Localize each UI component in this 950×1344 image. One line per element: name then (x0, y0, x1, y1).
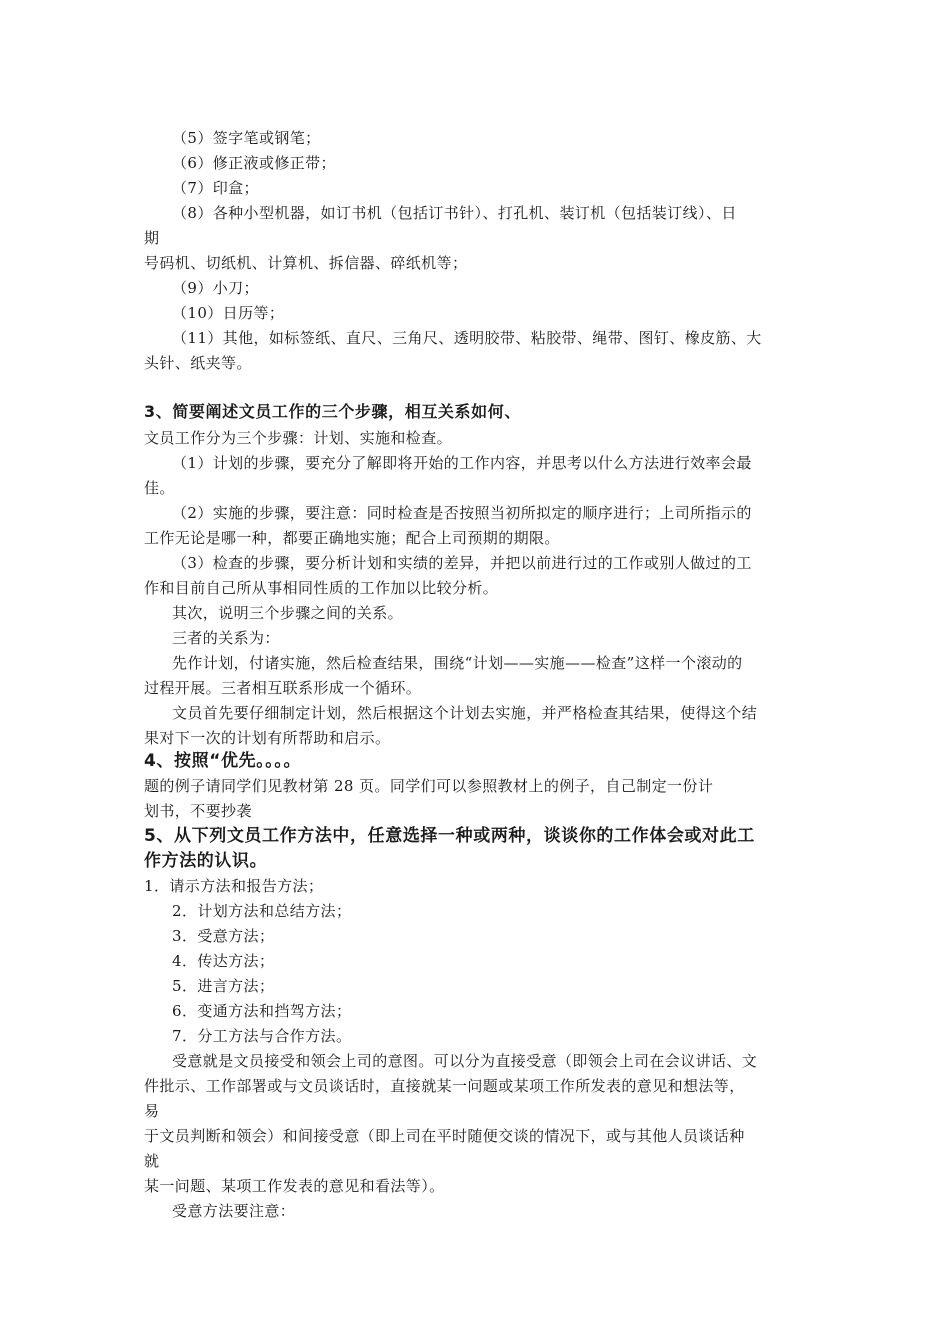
supply-item-11: （11）其他，如标签纸、直尺、三角尺、透明胶带、粘胶带、绳带、图钉、橡皮筋、大 (172, 329, 762, 347)
q5-method-item: 1．请示方法和报告方法； (144, 877, 324, 895)
q5-method-item: 7．分工方法与合作方法。 (172, 1027, 352, 1045)
q5-paragraph-line: 易 (144, 1102, 160, 1120)
q5-method-item: 2．计划方法和总结方法； (172, 902, 352, 920)
q5-method-item: 4．传达方法； (172, 952, 275, 970)
q5-paragraph-line: 件批示、工作部署或与文员谈话时，直接就某一问题或某项工作所发表的意见和想法等， (144, 1077, 745, 1095)
supply-item-8-cont: 号码机、切纸机、计算机、拆信器、碎纸机等； (144, 254, 468, 272)
q3-paragraph-line: （2）实施的步骤，要注意：同时检查是否按照当初所拟定的顺序进行；上司所指示的 (172, 504, 752, 522)
q3-paragraph-line: 过程开展。三者相互联系形成一个循环。 (144, 679, 422, 697)
q3-paragraph-line: 果对下一次的计划有所帮助和启示。 (144, 729, 391, 747)
q3-paragraph-line: 佳。 (144, 479, 175, 497)
supply-item-8: （8）各种小型机器，如订书机（包括订书针）、打孔机、装订机（包括装订线）、日 (172, 204, 737, 222)
supply-item-9: （9）小刀； (172, 279, 259, 297)
q5-heading-cont: 作方法的认识。 (144, 851, 268, 871)
q3-paragraph-line: 文员工作分为三个步骤：计划、实施和检查。 (144, 429, 453, 447)
q5-method-item: 3．受意方法； (172, 927, 275, 945)
q3-paragraph-line: 先作计划，付诸实施，然后检查结果，围绕“计划——实施——检查”这样一个滚动的 (172, 654, 743, 672)
q5-method-item: 5．进言方法； (172, 977, 275, 995)
q4-paragraph-line: 划书，不要抄袭 (144, 802, 252, 820)
q5-heading: 5、从下列文员工作方法中，任意选择一种或两种，谈谈你的工作体会或对此工 (144, 826, 755, 846)
q3-heading: 3、简要阐述文员工作的三个步骤，相互关系如何、 (144, 402, 521, 421)
supply-item-7: （7）印盒； (172, 179, 259, 197)
q3-paragraph-line: （3）检查的步骤，要分析计划和实绩的差异，并把以前进行过的工作或别人做过的工 (172, 554, 752, 572)
q3-paragraph-line: 工作无论是哪一种，都要正确地实施；配合上司预期的期限。 (144, 529, 560, 547)
q3-paragraph-line: 三者的关系为： (172, 629, 280, 647)
q5-paragraph-line: 于文员判断和领会）和间接受意（即上司在平时随便交谈的情况下，或与其他人员谈话种 (144, 1127, 745, 1145)
q5-paragraph-line: 某一问题、某项工作发表的意见和看法等）。 (144, 1177, 445, 1195)
q3-paragraph-line: 作和目前自己所从事相同性质的工作加以比较分析。 (144, 579, 499, 597)
supply-item-8-wrap: 期 (144, 229, 160, 247)
q3-paragraph-line: 文员首先要仔细制定计划，然后根据这个计划去实施，并严格检查其结果，使得这个结 (172, 704, 758, 722)
q5-method-item: 6．变通方法和挡驾方法； (172, 1002, 352, 1020)
supply-item-6: （6）修正液或修正带； (172, 154, 336, 172)
q5-paragraph-line: 受意就是文员接受和领会上司的意图。可以分为直接受意（即领会上司在会议讲话、文 (172, 1052, 758, 1070)
q5-paragraph-line: 受意方法要注意： (172, 1202, 296, 1220)
q4-heading: 4、按照“优先。。。。 (144, 751, 302, 771)
supply-item-11-cont: 头针、纸夹等。 (144, 354, 252, 372)
q3-paragraph-line: （1）计划的步骤，要充分了解即将开始的工作内容，并思考以什么方法进行效率会最 (172, 454, 752, 472)
q3-paragraph-line: 其次，说明三个步骤之间的关系。 (172, 604, 404, 622)
supply-item-5: （5）签字笔或钢笔； (172, 129, 321, 147)
q4-paragraph-line: 题的例子请同学们见教材第 28 页。同学们可以参照教材上的例子，自己制定一份计 (144, 777, 714, 795)
q5-paragraph-line: 就 (144, 1152, 160, 1170)
supply-item-10: （10）日历等； (172, 304, 285, 322)
